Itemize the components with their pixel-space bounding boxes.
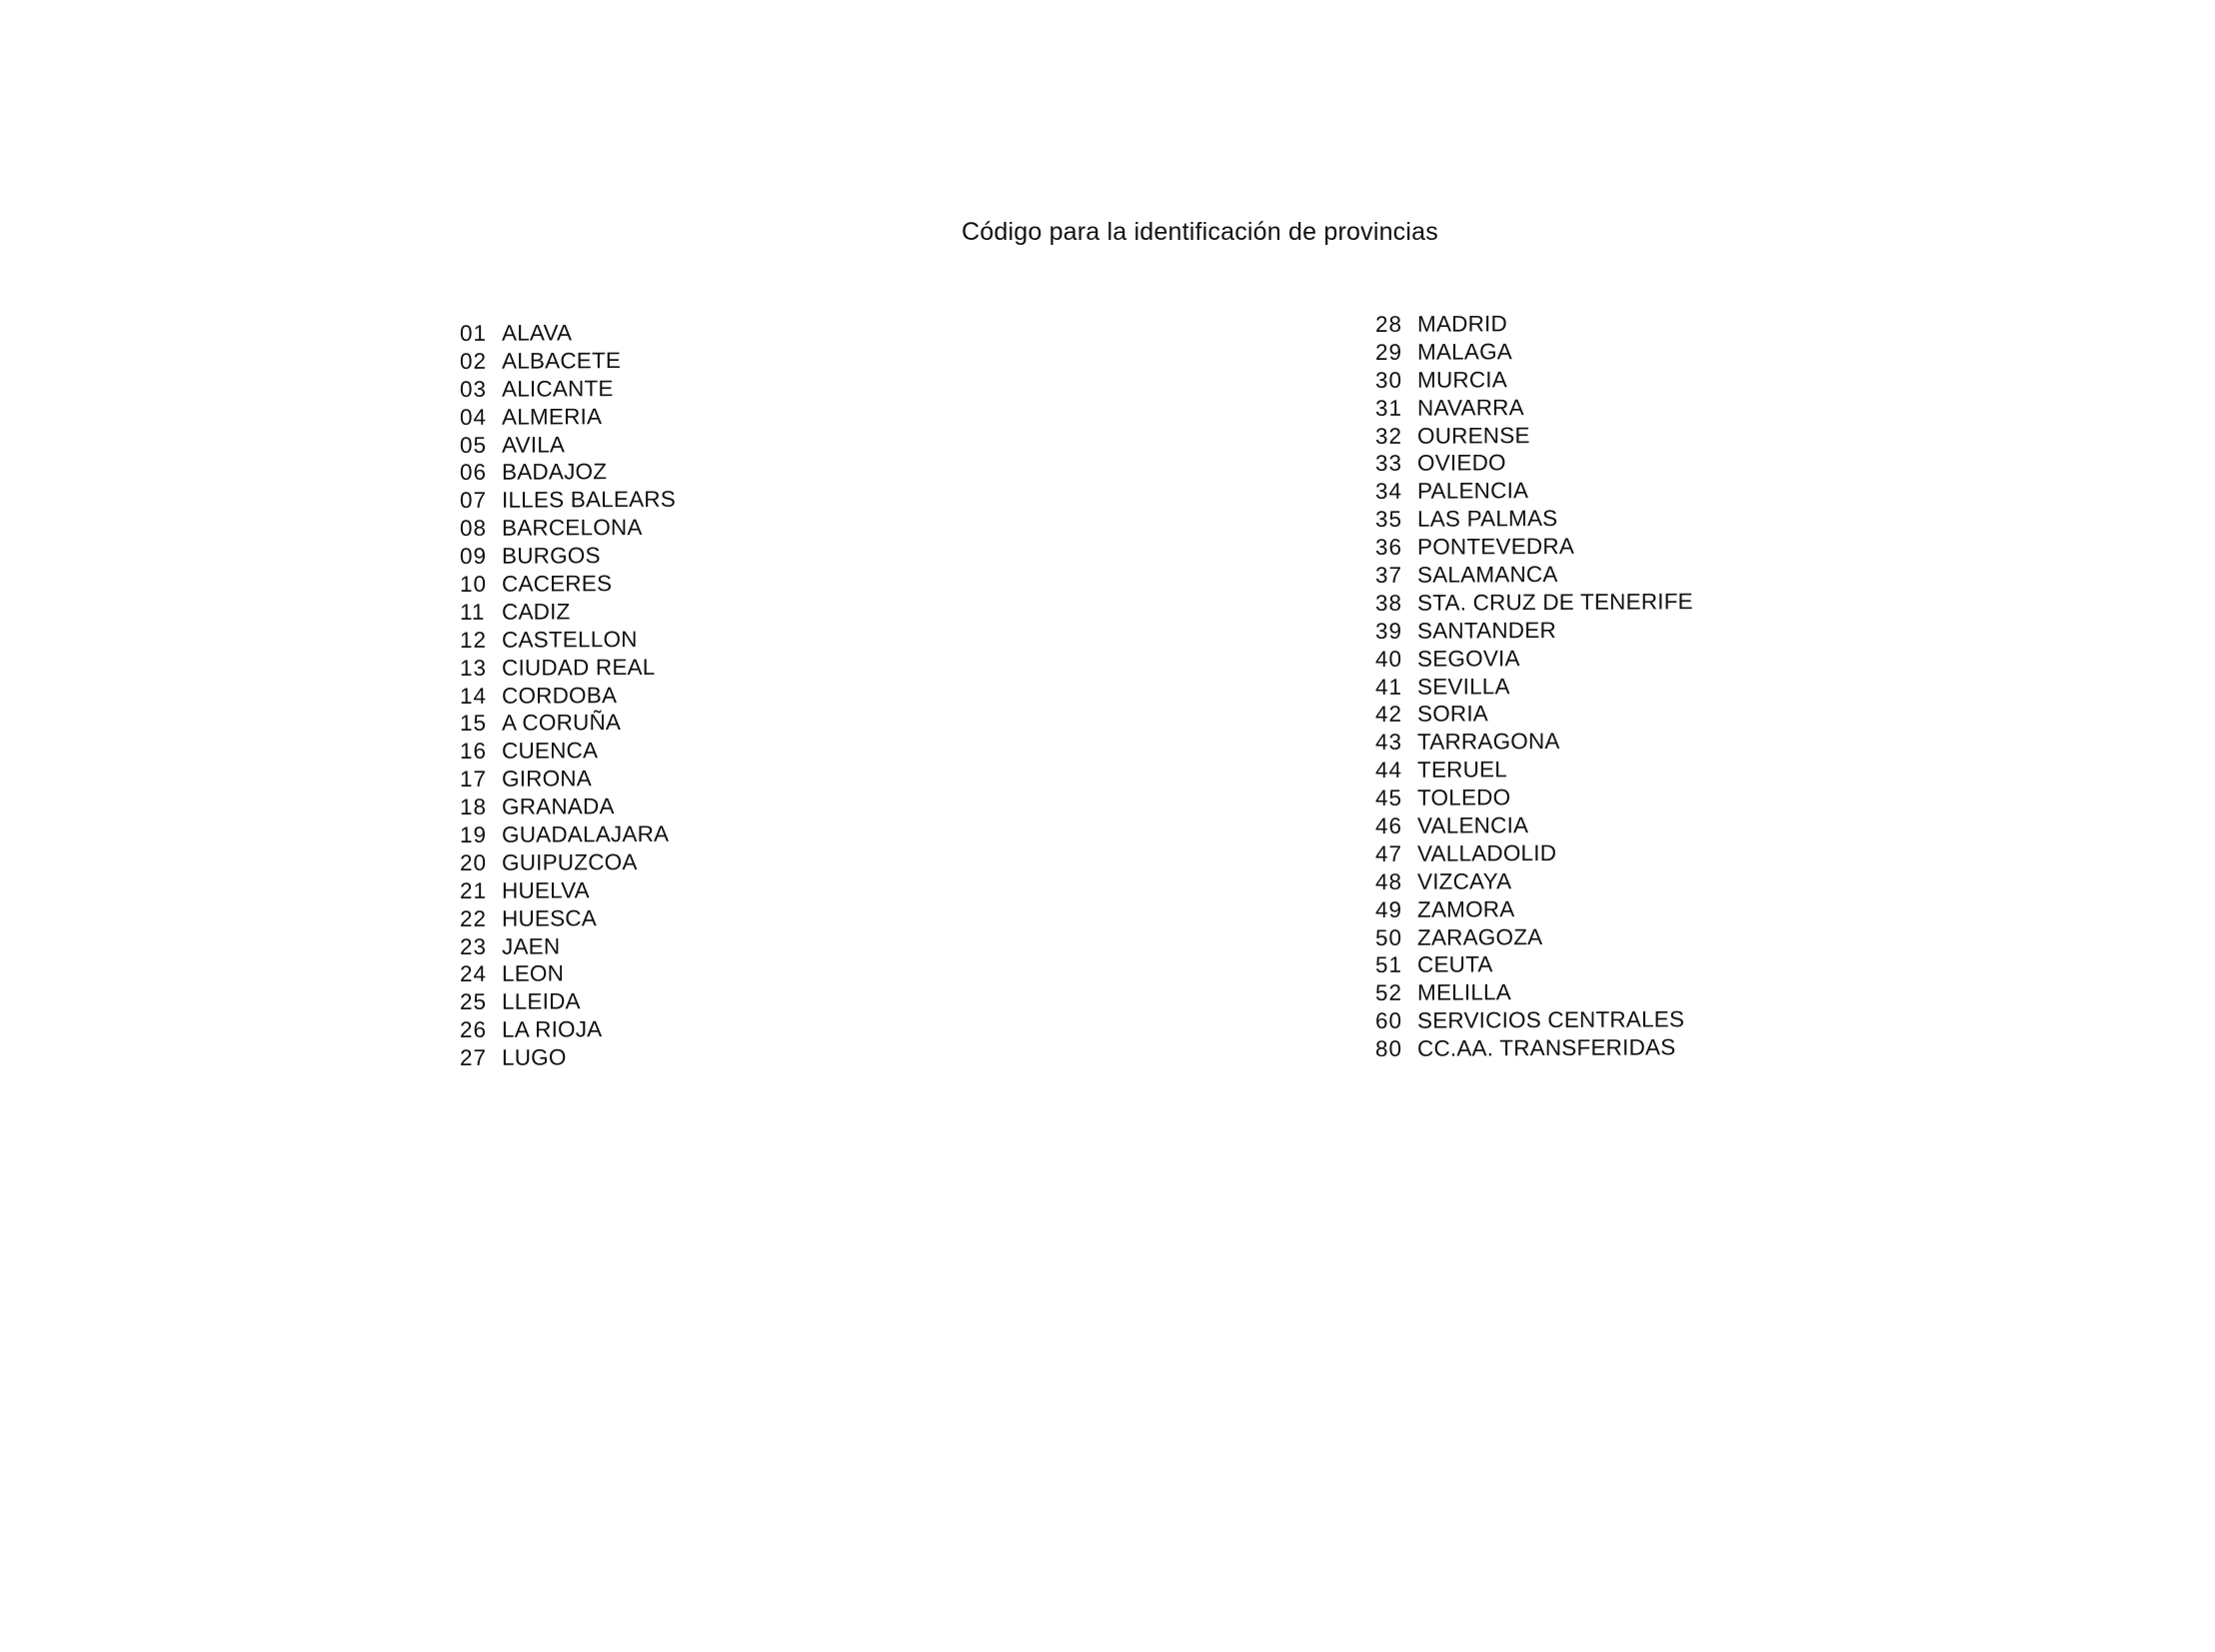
province-code: 36	[1375, 534, 1403, 561]
province-code: 10	[460, 571, 488, 598]
province-entry	[460, 709, 676, 738]
province-entry	[460, 375, 676, 404]
province-entry	[1375, 560, 1693, 590]
province-entry	[1375, 421, 1693, 451]
province-code: 07	[460, 488, 488, 514]
province-entry	[1375, 588, 1693, 618]
province-entry	[460, 626, 676, 655]
province-entry	[460, 987, 676, 1016]
province-name: CEUTA	[1417, 951, 1493, 978]
province-code: 45	[1375, 785, 1403, 812]
province-entry	[460, 430, 676, 459]
province-name: MADRID	[1417, 311, 1507, 337]
province-code: 26	[460, 1017, 488, 1043]
province-code: 17	[460, 767, 488, 793]
province-name: OURENSE	[1417, 422, 1530, 449]
province-code: 52	[1375, 980, 1403, 1006]
province-code: 20	[460, 849, 488, 875]
province-entry	[1375, 1005, 1693, 1035]
province-entry	[460, 458, 676, 487]
province-code: 19	[460, 822, 488, 848]
province-name: GUIPUZCOA	[502, 848, 638, 875]
province-code: 01	[460, 320, 488, 346]
province-name: CACERES	[502, 571, 613, 597]
province-code: 42	[1375, 702, 1403, 728]
province-entry	[1375, 393, 1693, 423]
province-code: 29	[1375, 339, 1403, 365]
province-code: 21	[460, 877, 488, 903]
province-entry	[1375, 337, 1693, 367]
province-name: ALICANTE	[502, 375, 614, 402]
province-name: MALAGA	[1417, 339, 1512, 365]
province-name: CC.AA. TRANSFERIDAS	[1417, 1034, 1676, 1061]
province-code: 14	[460, 683, 488, 709]
province-name: LA RIOJA	[502, 1016, 603, 1043]
province-entry	[1375, 950, 1693, 980]
province-code: 41	[1375, 674, 1403, 700]
province-entry	[460, 931, 676, 960]
province-entry	[1375, 365, 1693, 395]
province-name: TOLEDO	[1417, 785, 1511, 811]
province-name: LAS PALMAS	[1417, 506, 1558, 532]
province-code: 27	[460, 1045, 488, 1071]
province-code: 38	[1375, 590, 1403, 616]
province-code: 60	[1375, 1008, 1403, 1034]
province-name: BARCELONA	[502, 515, 643, 541]
province-code: 18	[460, 794, 488, 821]
province-name: GIRONA	[502, 766, 592, 793]
province-name: SEVILLA	[1417, 673, 1510, 700]
province-code: 40	[1375, 646, 1403, 672]
province-entry	[460, 793, 676, 822]
province-code: 37	[1375, 562, 1403, 589]
province-code: 05	[460, 432, 488, 458]
province-name: BURGOS	[502, 543, 601, 569]
province-entry	[1375, 866, 1693, 896]
province-name: A CORUÑA	[502, 710, 622, 737]
province-name: CASTELLON	[502, 626, 638, 653]
province-name: BADAJOZ	[502, 459, 608, 486]
province-name: SORIA	[1417, 701, 1489, 728]
province-code: 28	[1375, 311, 1403, 337]
province-name: ALAVA	[502, 320, 573, 346]
province-code: 24	[460, 961, 488, 987]
province-code: 11	[460, 599, 486, 625]
province-entry	[460, 1015, 676, 1044]
province-entry	[1375, 755, 1693, 785]
province-code: 13	[460, 655, 488, 681]
province-name: HUESCA	[502, 904, 597, 931]
province-name: GUADALAJARA	[502, 821, 670, 847]
province-entry	[460, 319, 676, 348]
province-entry	[1375, 838, 1693, 868]
province-code: 80	[1375, 1036, 1403, 1062]
province-code: 16	[460, 739, 488, 765]
province-code: 50	[1375, 924, 1403, 950]
province-code: 03	[460, 376, 488, 402]
province-name: CIUDAD REAL	[502, 654, 656, 681]
province-code: 49	[1375, 896, 1403, 922]
province-entry	[460, 848, 676, 877]
province-entry	[1375, 1033, 1693, 1063]
province-list-left	[460, 319, 676, 1072]
province-code: 32	[1375, 423, 1403, 449]
province-name: SERVICIOS CENTRALES	[1417, 1006, 1685, 1034]
province-entry	[1375, 449, 1693, 479]
province-entry	[460, 1043, 676, 1072]
province-entry	[460, 765, 676, 794]
province-code: 35	[1375, 507, 1403, 533]
province-entry	[1375, 532, 1693, 562]
province-entry	[1375, 672, 1693, 702]
province-name: PALENCIA	[1417, 478, 1529, 505]
province-code: 23	[460, 933, 488, 959]
province-name: MURCIA	[1417, 367, 1507, 393]
province-entry	[1375, 644, 1693, 674]
province-list-right	[1375, 309, 1693, 1063]
province-name: ALMERIA	[502, 403, 603, 430]
province-name: SANTANDER	[1417, 617, 1556, 644]
province-entry	[1375, 922, 1693, 952]
province-entry	[460, 653, 676, 682]
province-code: 25	[460, 989, 488, 1015]
province-entry	[460, 959, 676, 988]
province-name: LUGO	[502, 1044, 567, 1070]
province-entry	[1375, 783, 1693, 813]
province-name: GRANADA	[502, 794, 615, 820]
province-entry	[1375, 978, 1693, 1008]
province-entry	[1375, 894, 1693, 924]
province-code: 48	[1375, 868, 1403, 894]
province-name: TERUEL	[1417, 757, 1507, 784]
province-name: ZAMORA	[1417, 895, 1515, 922]
province-name: OVIEDO	[1417, 450, 1506, 477]
province-code: 46	[1375, 813, 1403, 839]
province-name: VIZCAYA	[1417, 868, 1512, 894]
province-name: AVILA	[502, 431, 566, 458]
province-code: 43	[1375, 730, 1403, 756]
province-name: TARRAGONA	[1417, 729, 1560, 756]
province-code: 47	[1375, 840, 1403, 866]
province-entry	[460, 737, 676, 766]
province-entry	[460, 347, 676, 376]
province-name: PONTEVEDRA	[1417, 534, 1575, 560]
province-name: ZARAGOZA	[1417, 923, 1543, 950]
province-entry	[1375, 477, 1693, 507]
province-code: 31	[1375, 395, 1403, 421]
province-code: 51	[1375, 952, 1403, 978]
province-entry	[1375, 616, 1693, 646]
province-code: 39	[1375, 618, 1403, 644]
province-code: 06	[460, 460, 488, 486]
province-entry	[1375, 700, 1693, 730]
province-entry	[460, 402, 676, 431]
province-code: 08	[460, 516, 488, 542]
province-code: 04	[460, 404, 488, 430]
province-entry	[460, 514, 676, 543]
province-code: 12	[460, 627, 488, 653]
province-name: STA. CRUZ DE TENERIFE	[1417, 589, 1693, 616]
province-code: 02	[460, 348, 488, 374]
province-code: 34	[1375, 479, 1403, 505]
province-code: 33	[1375, 451, 1403, 477]
province-entry	[460, 542, 676, 571]
province-name: SALAMANCA	[1417, 561, 1558, 588]
province-code: 09	[460, 543, 488, 570]
province-entry	[460, 681, 676, 710]
province-entry	[1375, 728, 1693, 758]
province-entry	[1375, 504, 1693, 534]
province-code: 15	[460, 711, 488, 737]
province-name: CADIZ	[502, 599, 571, 625]
province-name: CUENCA	[502, 738, 599, 765]
province-entry	[460, 486, 676, 515]
province-entry	[460, 876, 676, 905]
province-entry	[1375, 309, 1693, 339]
province-code: 22	[460, 905, 488, 931]
province-name: CORDOBA	[502, 682, 618, 709]
province-name: SEGOVIA	[1417, 645, 1520, 672]
province-entry	[1375, 811, 1693, 840]
province-name: VALENCIA	[1417, 813, 1529, 838]
province-code: 30	[1375, 367, 1403, 393]
province-entry	[460, 821, 676, 849]
province-name: NAVARRA	[1417, 394, 1524, 421]
page-title: Código para la identificación de provincias	[962, 218, 1438, 246]
province-name: VALLADOLID	[1417, 839, 1557, 866]
province-name: MELILLA	[1417, 979, 1511, 1006]
province-name: JAEN	[502, 933, 561, 959]
province-name: HUELVA	[502, 877, 590, 903]
province-entry	[460, 903, 676, 932]
province-name: ALBACETE	[502, 347, 622, 374]
province-name: LLEIDA	[502, 988, 581, 1015]
province-entry	[460, 598, 676, 627]
province-code: 44	[1375, 758, 1403, 784]
province-entry	[460, 570, 676, 599]
province-name: ILLES BALEARS	[502, 487, 676, 514]
province-name: LEON	[502, 960, 565, 987]
